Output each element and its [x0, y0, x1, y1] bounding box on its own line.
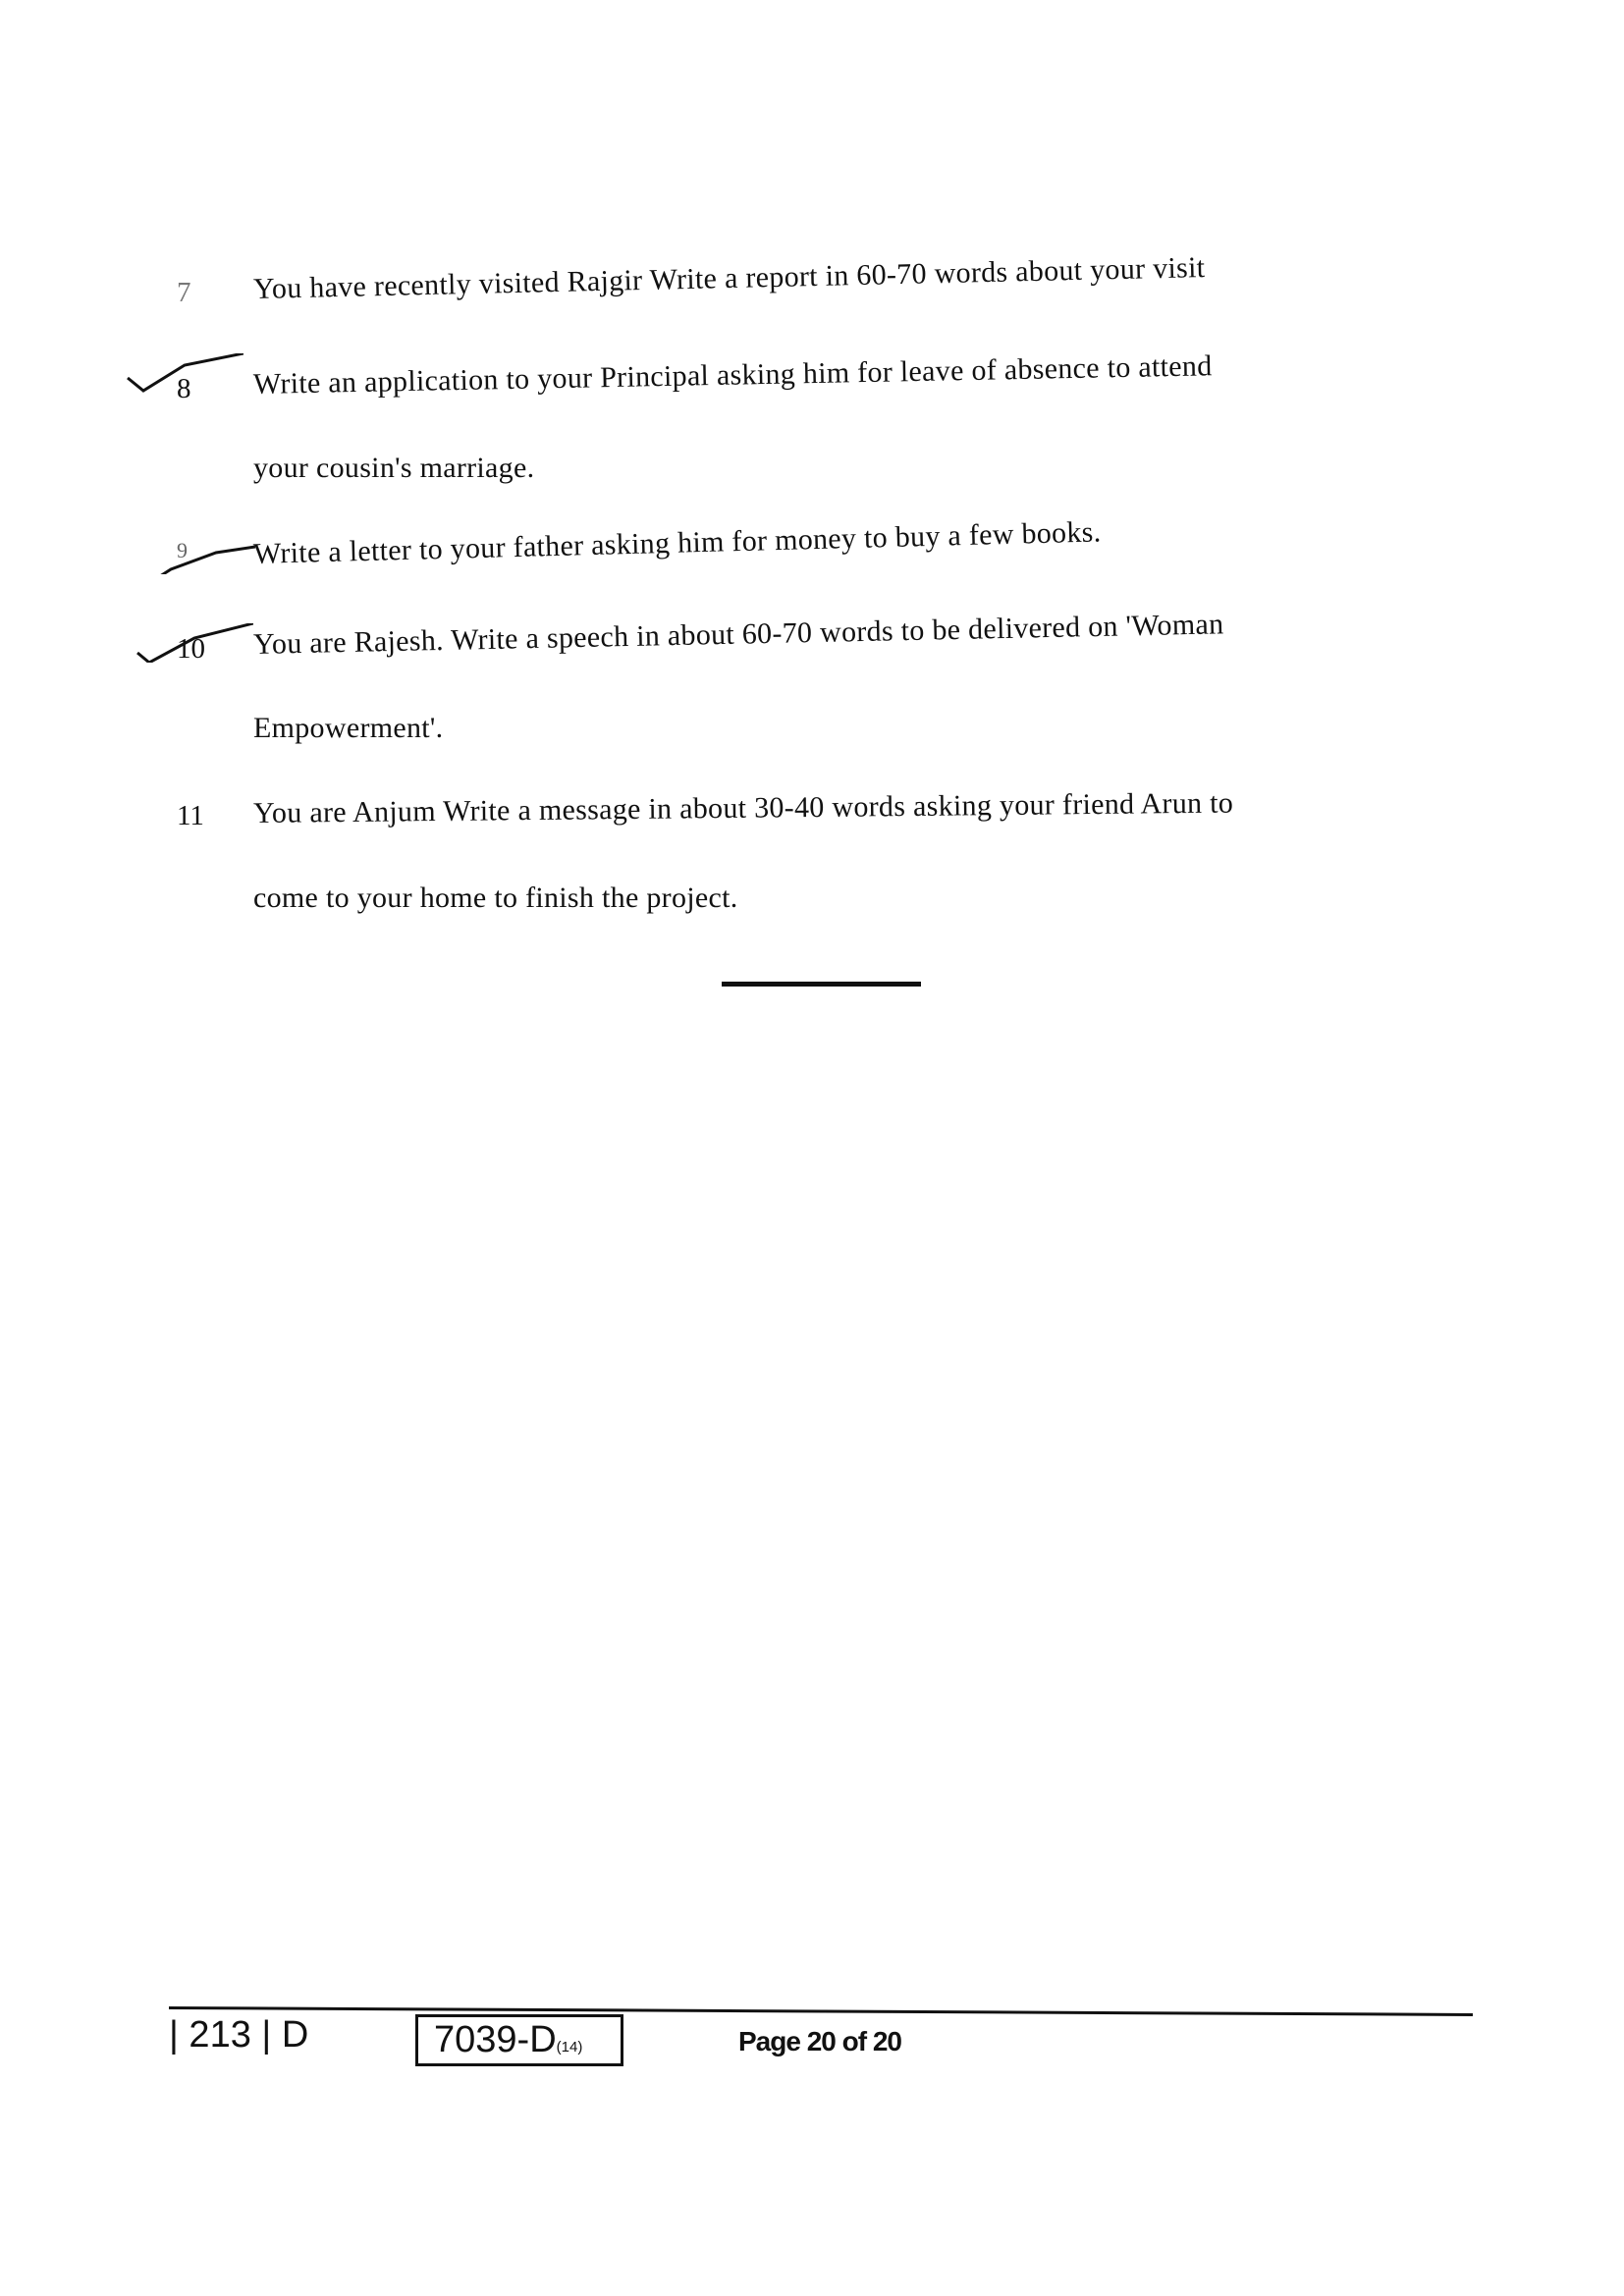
question-text: You are Rajesh. Write a speech in about 60-70 words to be delivered on 'Woman — [252, 608, 1224, 661]
question-number: 10 — [177, 633, 205, 665]
paper-code: 7039-D — [434, 2019, 557, 2060]
question-text: You are Anjum Write a message in about 30-40 words asking your friend Arun to — [252, 786, 1234, 829]
footer-code: | 213 | D — [169, 2014, 309, 2056]
question-number: 8 — [177, 373, 191, 404]
question-text-continued: Empowerment'. — [253, 712, 444, 744]
question-text: Write an application to your Principal asking him for leave of absence to attend — [252, 349, 1213, 400]
end-rule — [722, 982, 921, 987]
question-text: Write a letter to your father asking him for money to buy a few books. — [252, 515, 1102, 570]
footer-rule — [169, 2006, 1473, 2016]
question-number: 9 — [177, 538, 188, 562]
question-text: You have recently visited Rajgir Write a report in 60-70 words about your visit — [252, 251, 1206, 305]
question-text-continued: come to your home to finish the project. — [253, 881, 738, 914]
question-number: 11 — [177, 800, 204, 831]
paper-code-box — [415, 2014, 623, 2066]
page-number: Page 20 of 20 — [738, 2026, 901, 2056]
question-text-continued: your cousin's marriage. — [253, 452, 535, 484]
paper-code-sub: (14) — [556, 2039, 583, 2056]
question-number: 7 — [177, 277, 191, 308]
